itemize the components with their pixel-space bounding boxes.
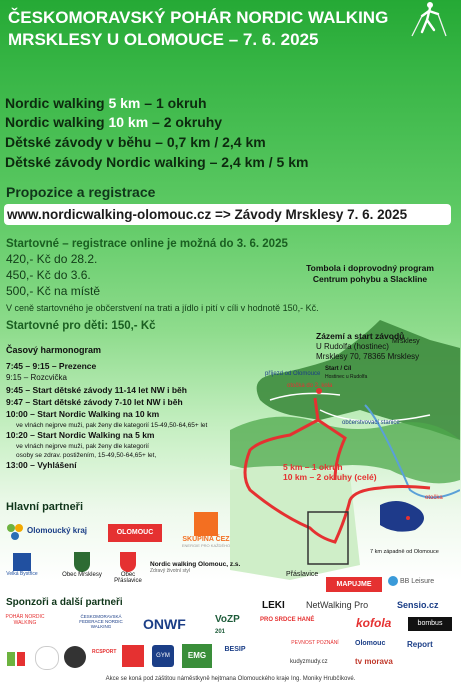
- fee-2: 450,- Kč do 3.6.: [6, 268, 91, 282]
- startovne-line: Startovné – registrace online je možná do 3. 6. 2025: [6, 238, 288, 250]
- olomoucky-kraj-logo: Olomoucký kraj: [5, 522, 60, 544]
- zazemi-line1: U Rudolfa (hostinec): [316, 342, 389, 351]
- netwalking-logo: NetWalking Pro: [306, 600, 369, 610]
- olomouc-logo: OLOMOUC: [108, 524, 162, 542]
- nw-olomouc-logo: Nordic walking Olomouc, z.s. Zdravý životní styl: [150, 561, 241, 574]
- race-line-2: Nordic walking 10 km – 2 okruhy: [5, 114, 223, 130]
- bombus-logo: bombus: [408, 617, 452, 631]
- velka-bystrice-logo: Velká Bystřice: [5, 553, 39, 583]
- schedule-item: 9:45 – Start dětské závody 11-14 let NW i běh: [6, 385, 187, 395]
- sponsor-logo-1: [5, 648, 27, 670]
- bb-leisure-logo: BB Leisure: [388, 576, 458, 594]
- nordic-walker-icon: [398, 0, 458, 40]
- schedule-item: ve vlnách nejprve muži, pak ženy dle kategorií: [16, 443, 149, 450]
- sponsor-logo-5: [122, 645, 144, 667]
- map-distance: 7 km západně od Olomouce: [370, 549, 439, 555]
- onwf-logo: ONWF: [143, 616, 186, 632]
- obec-plaslavice-logo: Obec Přáslavice: [108, 552, 148, 590]
- race-line-4: Dětské závody Nordic walking – 2,4 km / 5 km: [5, 154, 309, 170]
- footer-note: Akce se koná pod záštitou náměstkyně hejtmana Olomouckého kraje Ing. Moniky Hrubčíkové.: [105, 676, 356, 682]
- zazemi-line2: Mrsklesy 70, 78365 Mrsklesy: [316, 352, 420, 361]
- tombola-text: Tombola i doprovodný program Centrum pohybu a Slackline: [306, 263, 434, 284]
- fee-1: 420,- Kč do 28.2.: [6, 252, 98, 266]
- map-route-l1: 5 km – 1 okruh: [283, 462, 343, 472]
- registration-link[interactable]: www.nordicwalking-olomouc.cz => Závody Mrsklesy 7. 6. 2025: [4, 204, 451, 225]
- map-otocka-2: otočka do 2. kola: [287, 383, 333, 389]
- cez-logo: SKUPINA ČEZ ENERGIE PRO KAŽDÉHO: [175, 512, 237, 552]
- fee-note: V ceně startovného je občerstvení na trati a jídlo i pití v cíli v hodnotě 150,- Kč.: [6, 303, 319, 313]
- schedule-item: 9:15 – Rozcvička: [6, 373, 67, 382]
- map-route-l2: 10 km – 2 okruhy (celé): [283, 472, 377, 482]
- schedule-item: 13:00 – Vyhlášení: [6, 460, 77, 470]
- title-line2: MRSKLESY U OLOMOUCE – 7. 6. 2025: [8, 30, 319, 49]
- map-obcerstveni: občerstvovací stanice: [342, 420, 400, 426]
- olomouc-small-logo: Olomouc: [355, 640, 386, 647]
- propozice-heading: Propozice a registrace: [6, 184, 156, 200]
- tvmorava-logo: tv morava: [355, 657, 393, 666]
- zazemi-title: Zázemí a start závodů: [316, 331, 405, 341]
- rcsport-logo: RCSPORT: [92, 649, 117, 655]
- hlavni-partneri-heading: Hlavní partneři: [6, 501, 84, 513]
- title-line1: ČESKOMORAVSKÝ POHÁR NORDIC WALKING: [8, 8, 389, 27]
- pevnost-logo: PEVNOST POZNÁNÍ: [291, 640, 339, 646]
- schedule-item: 10:00 – Start Nordic Walking na 10 km: [6, 409, 160, 419]
- fee-3: 500,- Kč na místě: [6, 284, 101, 298]
- vozp-logo: VoZP 201: [215, 614, 240, 635]
- report-logo: Report: [407, 640, 433, 649]
- gym-logo: GYM: [152, 645, 174, 667]
- leki-logo: LEKI: [262, 600, 285, 611]
- race-line-1: Nordic walking 5 km – 1 okruh: [5, 95, 207, 111]
- map-prijezd: příjezd od Olomouce: [265, 371, 321, 377]
- schedule-item: ve vlnách nejprve muži, pak ženy dle kategorií 15-49,50-64,65+ let: [16, 422, 208, 429]
- schedule-item: 7:45 – 9:15 – Prezence: [6, 361, 97, 371]
- sponsor-logo-3: [64, 646, 86, 668]
- obec-mrsklesy-logo: Obec Mrsklesy: [62, 552, 102, 590]
- sponsor-logo-2: [35, 646, 59, 670]
- map-plaslovice: Přáslavice: [286, 571, 319, 578]
- schedule-item: osoby se zdrav. postižením, 15-49,50-64,65+ let,: [16, 452, 157, 459]
- harmonogram-heading: Časový harmonogram: [6, 345, 102, 355]
- schedule-item: 9:47 – Start dětské závody 7-10 let NW i běh: [6, 397, 183, 407]
- race-line-3: Dětské závody v běhu – 0,7 km / 2,4 km: [5, 134, 266, 150]
- map-mrsklesy: Mrsklesy: [392, 338, 420, 345]
- kofola-logo: kofola: [356, 616, 392, 630]
- mapujme-logo: MAPUJME: [326, 577, 382, 592]
- map-start-cil: Start / Cíl: [325, 366, 352, 372]
- besip-logo: BESIP: [224, 646, 246, 653]
- kids-fee: Startovné pro děti: 150,- Kč: [6, 320, 156, 332]
- sponzori-heading: Sponzoři a další partneři: [6, 597, 123, 608]
- schedule-item: 10:20 – Start Nordic Walking na 5 km: [6, 430, 155, 440]
- map-start-cil-sub: Hostinec u Rudolfa: [325, 374, 368, 380]
- pro-srdce-logo: PRO SRDCE HANÉ: [260, 617, 315, 623]
- pohar-logo: POHÁR NORDIC WALKING: [5, 614, 45, 626]
- federace-logo: ČESKOMORAVSKÁ FEDERACE NORDIC WALKING: [79, 614, 123, 629]
- kudyzmudy-logo: kudyzmudy.cz: [290, 659, 328, 665]
- map-otocka: otočka: [425, 495, 443, 501]
- emg-logo: EMG: [182, 644, 212, 668]
- sensio-logo: Sensio.cz: [397, 600, 439, 610]
